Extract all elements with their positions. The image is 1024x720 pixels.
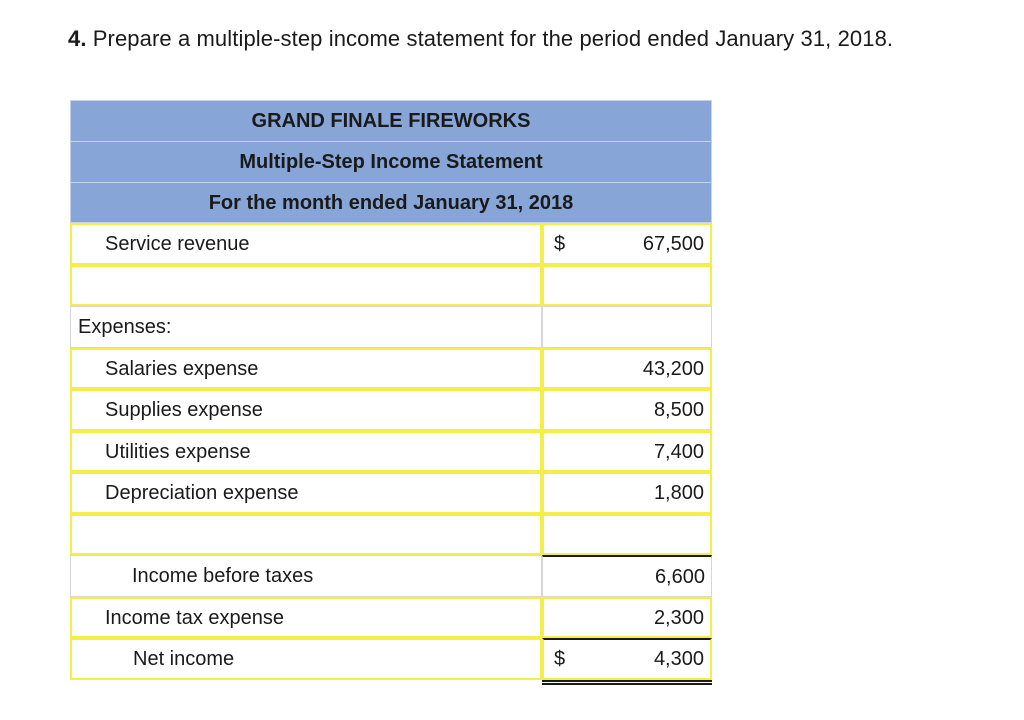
blank-amount-input[interactable] xyxy=(542,514,712,556)
supplies-expense-amount-input[interactable] xyxy=(542,389,712,431)
question-text: Prepare a multiple-step income statement for the period ended January 31, 2018. xyxy=(86,26,894,51)
question-number: 4. xyxy=(68,26,87,51)
statement-period: For the month ended January 31, 2018 xyxy=(70,182,712,223)
expenses-amount-cell xyxy=(542,306,712,348)
table-row xyxy=(70,431,712,473)
service-revenue-label-input[interactable]: Service revenue xyxy=(70,223,542,265)
dollar-sign: $ xyxy=(554,233,566,255)
amount-value: 7,400 xyxy=(653,440,704,463)
utilities-expense-label-input[interactable]: Utilities expense xyxy=(70,431,542,473)
depreciation-expense-amount-input[interactable] xyxy=(542,472,712,514)
table-row xyxy=(70,223,712,265)
dollar-sign: $ xyxy=(554,648,566,670)
amount-value: 4,300 xyxy=(653,648,704,670)
amount-value: 2,300 xyxy=(653,606,704,629)
amount-value: 8,500 xyxy=(653,399,704,421)
amount-value: 1,800 xyxy=(653,482,704,504)
table-row xyxy=(70,265,712,307)
service-revenue-amount-input[interactable] xyxy=(542,223,712,265)
income-before-taxes-amount xyxy=(542,555,712,597)
depreciation-expense-label-input[interactable]: Depreciation expense xyxy=(70,472,542,514)
statement-title: Multiple-Step Income Statement xyxy=(70,141,712,182)
salaries-expense-label-input[interactable]: Salaries expense xyxy=(70,348,542,390)
net-income-label-input[interactable]: Net income xyxy=(70,638,542,680)
income-tax-expense-amount-input[interactable] xyxy=(542,597,712,639)
blank-label-input[interactable] xyxy=(70,514,542,556)
amount-value: 43,200 xyxy=(642,357,704,380)
salaries-expense-amount-input[interactable] xyxy=(542,348,712,390)
blank-amount-input[interactable] xyxy=(542,265,712,307)
table-row xyxy=(70,348,712,390)
table-row xyxy=(70,638,712,680)
company-name: GRAND FINALE FIREWORKS xyxy=(70,100,712,141)
table-row xyxy=(70,389,712,431)
double-underline xyxy=(542,680,712,685)
net-income-amount-input[interactable] xyxy=(542,638,712,680)
income-tax-expense-label-input[interactable]: Income tax expense xyxy=(70,597,542,639)
table-row xyxy=(70,597,712,639)
expenses-heading: Expenses: xyxy=(70,306,542,348)
income-before-taxes-label: Income before taxes xyxy=(70,555,542,597)
income-statement-table xyxy=(70,100,712,680)
supplies-expense-label-input[interactable]: Supplies expense xyxy=(70,389,542,431)
amount-value: 6,600 xyxy=(654,566,705,588)
table-row xyxy=(70,472,712,514)
table-row xyxy=(70,306,712,348)
utilities-expense-amount-input[interactable] xyxy=(542,431,712,473)
question-prompt xyxy=(68,26,893,52)
table-row xyxy=(70,514,712,556)
table-row xyxy=(70,555,712,597)
blank-label-input[interactable] xyxy=(70,265,542,307)
amount-value: 67,500 xyxy=(642,233,704,255)
